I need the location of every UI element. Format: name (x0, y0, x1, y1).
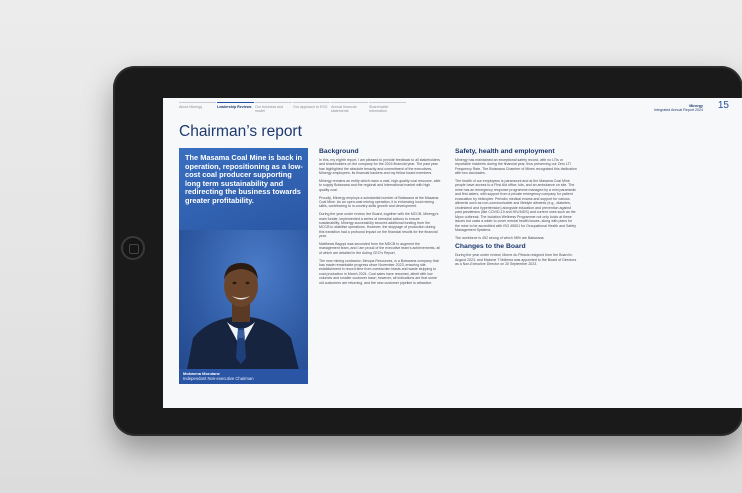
top-navigation (179, 102, 735, 120)
background-paragraph: Matthews Bagopi was seconded from the MDCB to augment the management team, and I am proud of the executive team's achievements, all of which are detailed in the Acting CEO's Report. (319, 242, 440, 255)
board-heading: Changes to the Board (455, 243, 526, 251)
board-paragraph: During the year under review, Morne du Plessis resigned from the Board in August 2023, and Malome T Mdlema was appointed to the Board of Directors as a Non-Executive Director on 20 September 2023. (455, 253, 577, 267)
document-title-company: Minergy (689, 104, 703, 108)
column-background (319, 148, 441, 288)
nav-item-business-model[interactable]: Our business and model (255, 102, 292, 120)
nav-item-financial-statements[interactable]: Annual financial statements (331, 102, 368, 120)
safety-paragraph: The health of our employees is paramount and at the Masama Coal Mine people have access to a First Aid office, kits, and an ambulance on site. The mine has an emergency response programme managed by a mini paramedic and first aiders, with support from a private emergency company for patient evacuation by helicopter. Periodic medical exams and support for various ailments such as non-communicable and lifestyle ailments (e.g., diabetes, cholesterol and hypertension) alongside education and prevention against past pandemics (like COVID-19 and HIV/AIDS) and current ones such as the Mpox outbreak. The Isolation Wellness Programme not only looks at these issues but casts a wider to cover mental health issues, along with plans for the mine to be accredited with ISO 45001 for Occupational Health and Safety Management Systems. (455, 179, 577, 232)
portrait-illustration (179, 230, 308, 370)
background-paragraph: In this, my eighth report, I am pleased to provide feedback to all stakeholders and shareholders on the company for the 2024 financial year. The past year has highlighted the absolute tenacity and commitment of the executives, Minergy employees, its financial backers and my fellow board members. (319, 158, 440, 176)
portrait-caption (179, 369, 308, 384)
background-paragraph: Minergy remains an entity which owns a vast, high-quality coal resource, able to supply Botswana and the regional and international market with high quality coal. (319, 179, 441, 192)
document-title (654, 104, 703, 112)
chairman-portrait (179, 230, 308, 370)
hero-quote: The Masama Coal Mine is back in operation, repositioning as a low-cost coal producer supporting long term sustainability and redirecting the business towards greater profitability. (185, 153, 303, 205)
safety-paragraph: Minergy has maintained an exceptional safety record, with no LTIs or reportable incidents during the financial year, thus preserving our Zero LTI Frequency Rate. The Botswana Chamber of Mines recognised this dedication with two accolades. (455, 158, 577, 176)
nav-item-leadership[interactable]: Leadership Reviews (217, 102, 254, 120)
chairman-name: Mokwena Morulane (183, 370, 220, 376)
document-title-report: Integrated Annual Report 2024 (654, 108, 703, 113)
page-title: Chairman’s report (179, 123, 302, 140)
nav-item-about[interactable]: About Minergy (179, 102, 216, 120)
tablet-device (113, 66, 742, 436)
home-button[interactable] (121, 236, 145, 260)
column-safety (455, 148, 577, 270)
chairman-role: Independant Non-executive Chairman (183, 375, 254, 381)
nav-item-esg[interactable]: Our approach to ESG (293, 102, 330, 120)
hero-card (179, 148, 308, 384)
page-number: 15 (717, 100, 729, 111)
nav-item-shareholder-info[interactable]: Shareholder information (369, 102, 406, 120)
background-paragraph: Proudly, Minergy employs a substantial number of Batswana at the Masama Coal Mine. As an open-cast mining operation, it is enhancing local mining skills, contributing to in-country skills growth and development. (319, 195, 439, 209)
tablet-screen (163, 98, 742, 408)
background-paragraph: The new mining contractor, Mmopa Resources, is a Botswana company that has made remarkable progress since November 2023, ensuring site establishment in record time from overburden blasts and waste stripping to coal production in March 2024. Coal sales have resumed, albeit with low volumes and smaller customer base; however, all indications are that some old customers are returning, and the new customer pipeline is attractive. (319, 258, 439, 285)
safety-paragraph: The workforce is 452 strong of which 98% are Batswana. (455, 235, 545, 240)
background-heading: Background (319, 148, 359, 155)
safety-heading: Safety, health and employment (455, 148, 555, 155)
background-paragraph: During the year under review, the Board, together with the MCCB, Minergy's main funder, implemented a series of remedial actions to ensure sustainability. Minergy successfully secured additional funding from the MCCB to stabilise operations. However, the stoppage of production during this transition had a profound impact on the financial results for the financial year. (319, 212, 439, 239)
